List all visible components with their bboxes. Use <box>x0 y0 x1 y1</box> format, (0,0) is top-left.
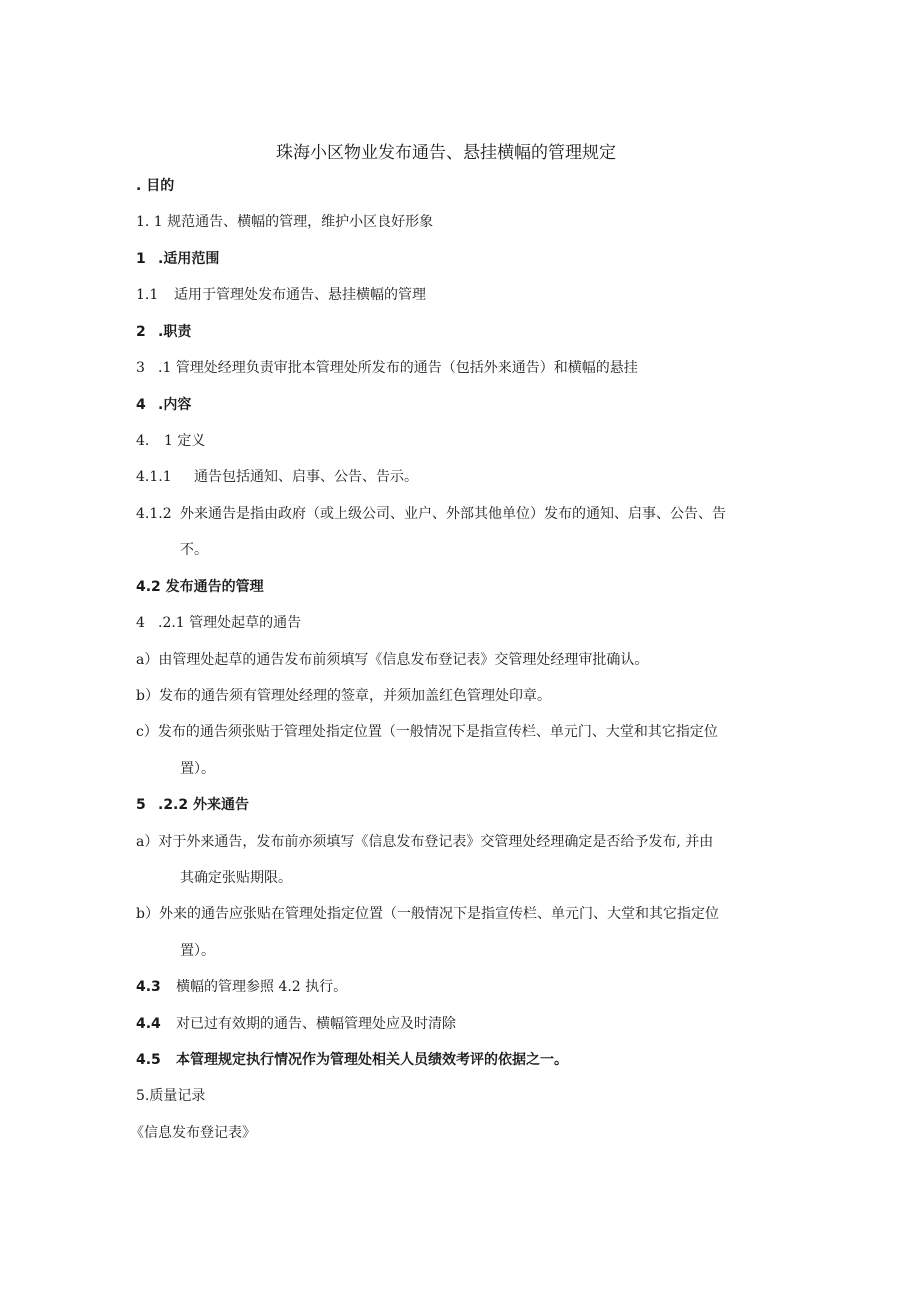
section-title: .内容 <box>158 397 192 413</box>
list-item-a: a）由管理处起草的通告发布前须填写《信息发布登记表》交管理处经理审批确认。 <box>136 652 649 668</box>
clause-4-3 <box>136 978 347 996</box>
section-quality-record-heading: 5.质量记录 <box>136 1088 206 1104</box>
subsection-4-2-heading: 4.2 发布通告的管理 <box>136 579 264 595</box>
list-item-b: b）发布的通告须有管理处经理的签章，并须加盖红色管理处印章。 <box>136 688 551 704</box>
external-item-b: b）外来的通告应张贴在管理处指定位置（一般情况下是指宣传栏、单元门、大堂和其它指定位 <box>136 906 719 922</box>
clause-text: 对已过有效期的通告、横幅管理处应及时清除 <box>176 1016 456 1032</box>
scope-paragraph <box>136 286 426 304</box>
section-number: 1 <box>136 251 146 267</box>
clause-text: 1 定义 <box>164 433 206 449</box>
clause-number: 5 <box>136 797 146 813</box>
definition-item-2 <box>136 505 726 523</box>
section-purpose-heading: . 目的 <box>136 178 175 194</box>
section-content-heading <box>136 396 191 414</box>
clause-number: 1.1 <box>136 287 159 303</box>
clause-text: 本管理规定执行情况作为管理处相关人员绩效考评的依据之一。 <box>176 1052 568 1068</box>
clause-number: 4.1.1 <box>136 469 172 485</box>
clause-number: 4.5 <box>136 1052 161 1068</box>
clause-text: .2.1 管理处起草的通告 <box>158 615 302 631</box>
section-title: .职责 <box>158 324 192 340</box>
external-item-a-continued: 其确定张贴期限。 <box>180 870 292 886</box>
section-scope-heading <box>136 250 219 268</box>
clause-number: 4.1.2 <box>136 506 172 522</box>
purpose-paragraph: 1. 1 规范通告、横幅的管理，维护小区良好形象 <box>136 214 434 230</box>
clause-text: 通告包括通知、启事、公告、告示。 <box>194 469 418 485</box>
external-item-b-continued: 置）。 <box>180 943 215 959</box>
definition-item-1 <box>136 468 418 486</box>
clause-number: 4.3 <box>136 979 161 995</box>
list-item-c-continued: 置）。 <box>180 761 215 777</box>
quality-record-item: 《信息发布登记表》 <box>130 1125 256 1141</box>
section-duty-heading <box>136 323 191 341</box>
definition-item-2-continued: 不。 <box>180 542 208 558</box>
subsection-4-2-2-heading <box>136 796 249 814</box>
clause-number: 4 <box>136 615 145 631</box>
duty-paragraph <box>136 359 638 377</box>
section-number: 4 <box>136 397 146 413</box>
clause-number: 4. <box>136 433 150 449</box>
section-title: .适用范围 <box>158 251 220 267</box>
clause-text: .2.2 外来通告 <box>158 797 249 813</box>
section-number: 2 <box>136 324 146 340</box>
clause-text: 横幅的管理参照 4.2 执行。 <box>176 979 348 995</box>
external-item-a: a）对于外来通告，发布前亦须填写《信息发布登记表》交管理处经理确定是否给予发布, 并由 <box>136 834 714 850</box>
clause-number: 4.4 <box>136 1016 161 1032</box>
clause-text: .1 管理处经理负责审批本管理处所发布的通告（包括外来通告）和横幅的悬挂 <box>158 360 638 376</box>
subsection-4-2-1-heading <box>136 614 301 632</box>
document-title: 珠海小区物业发布通告、悬挂横幅的管理规定 <box>276 143 616 163</box>
clause-4-4 <box>136 1015 456 1033</box>
clause-text: 外来通告是指由政府（或上级公司、业户、外部其他单位）发布的通知、启事、公告、告 <box>180 506 726 522</box>
definition-heading <box>136 432 205 450</box>
clause-number: 3 <box>136 360 145 376</box>
list-item-c: c）发布的通告须张贴于管理处指定位置（一般情况下是指宣传栏、单元门、大堂和其它指定位 <box>136 724 718 740</box>
clause-4-5 <box>136 1051 568 1069</box>
clause-text: 适用于管理处发布通告、悬挂横幅的管理 <box>174 287 426 303</box>
